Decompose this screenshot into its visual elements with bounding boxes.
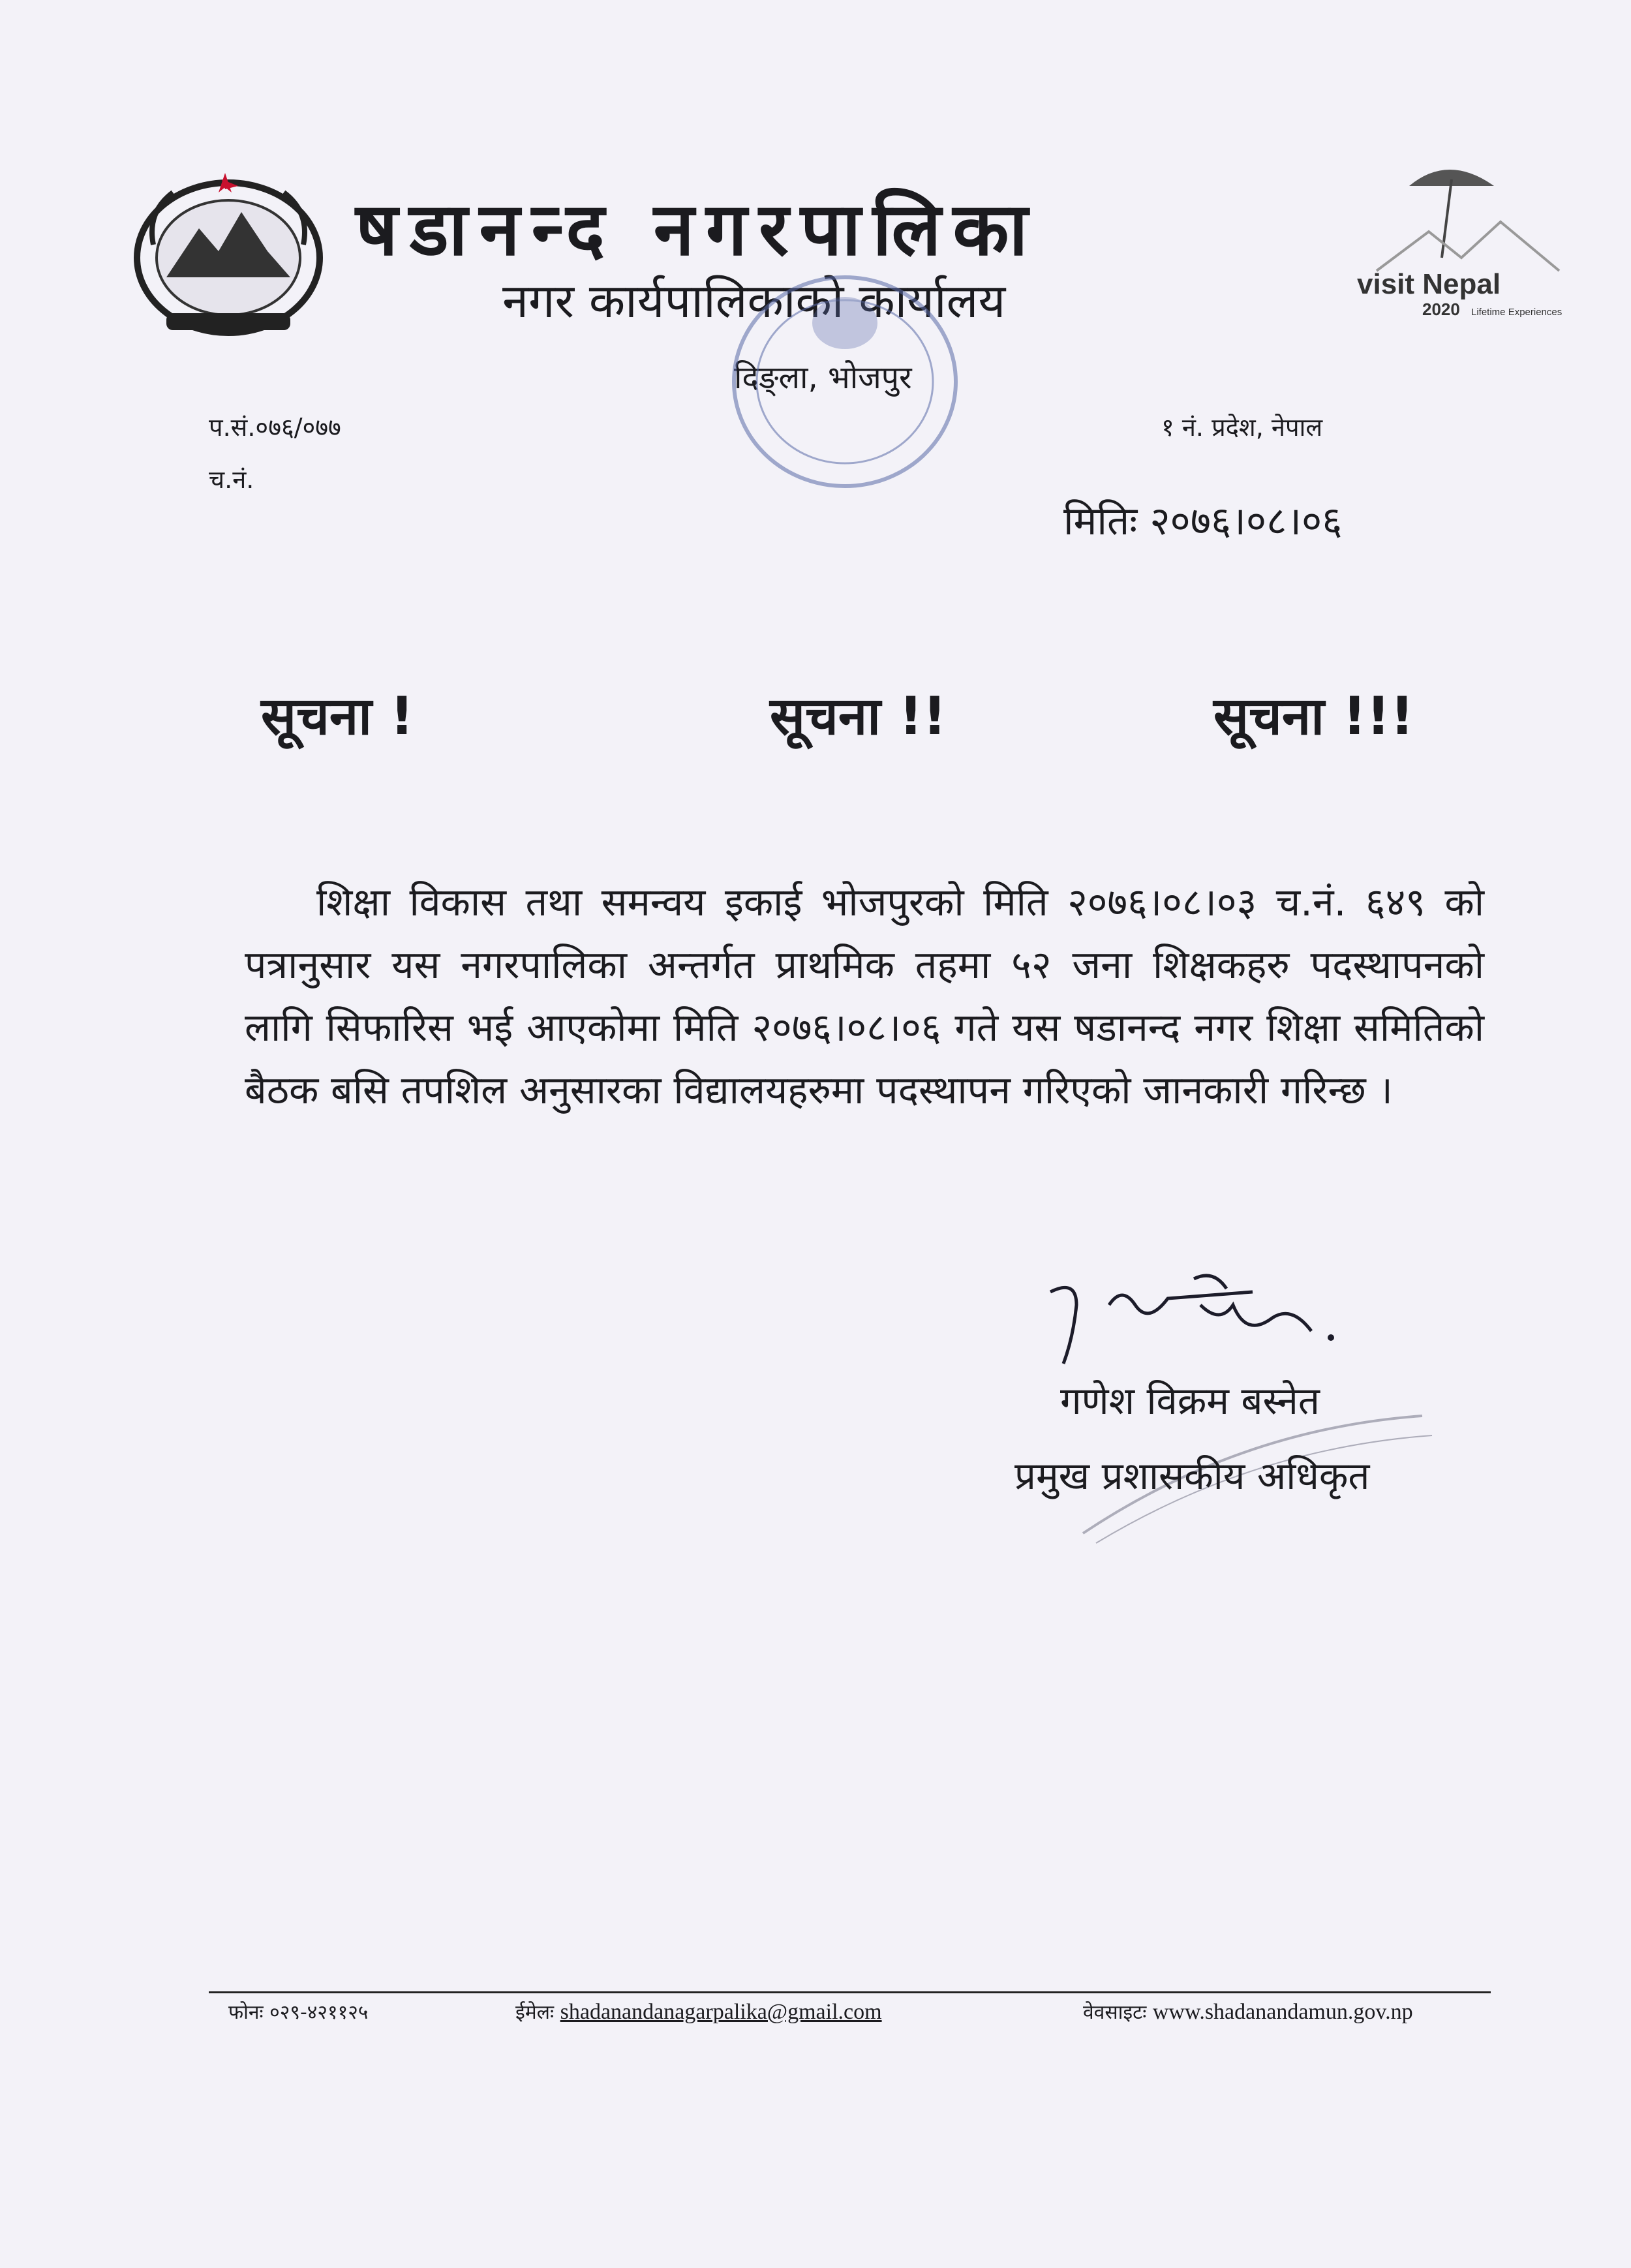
footer-website-label: वेवसाइटः — [1083, 2001, 1147, 2024]
notice-heading-1: सूचना ! — [261, 686, 414, 746]
province-label: १ नं. प्रदेश, नेपाल — [1161, 413, 1323, 442]
municipality-title: षडानन्द नगरपालिका — [356, 187, 1040, 272]
visit-logo-year: 2020 — [1422, 299, 1460, 319]
signatory-name: गणेश विक्रम बस्नेत — [1060, 1379, 1320, 1423]
visit-nepal-logo — [1350, 160, 1585, 323]
footer-website — [1083, 1998, 1413, 2025]
letter-date: मितिः २०७६।०८।०६ — [1063, 498, 1343, 544]
office-title: नगर कार्यपालिकाको कार्यालय — [502, 273, 1006, 328]
footer-phone — [228, 1998, 368, 2025]
chalani-number: च.नं. — [209, 465, 254, 494]
office-stamp-icon — [724, 264, 966, 499]
notice-body: शिक्षा विकास तथा समन्वय इकाई भोजपुरको मिति २०७६।०८।०३ च.नं. ६४९ को पत्रानुसार यस नगरपालिका अन्तर्गत प्राथमिक तहमा ५२ जना शिक्षकहरु पदस्थापनको लागि सिफारिस भई आएकोमा मिति २०७६।०८।०६ गते यस षडानन्द नगर शिक्षा समितिको बैठक बसि तपशिल अनुसारका विद्यालयहरुमा पदस्थापन गरिएको जानकारी गरिन्छ । — [245, 880, 1484, 1112]
footer-email-link[interactable]: shadanandanagarpalika@gmail.com — [560, 2000, 882, 2024]
notice-heading-3: सूचना !!! — [1213, 686, 1414, 746]
footer-phone-label: फोनः — [228, 2001, 264, 2024]
nepal-emblem-icon — [127, 166, 329, 346]
notice-heading-2: सूचना !! — [770, 686, 947, 746]
footer-phone-value: ०२९-४२११२५ — [269, 2001, 369, 2024]
reference-number: प.सं.०७६/०७७ — [209, 413, 341, 442]
footer-email — [515, 1998, 882, 2025]
signatory-title: प्रमुख प्रशासकीय अधिकृत — [1014, 1454, 1370, 1498]
office-address: दिङ्ला, भोजपुर — [734, 360, 912, 396]
signature-icon — [1037, 1266, 1377, 1370]
visit-logo-tagline: Lifetime Experiences — [1471, 307, 1562, 318]
footer-website-link[interactable]: www.shadanandamun.gov.np — [1152, 2000, 1413, 2024]
visit-logo-text: visit Nepal — [1357, 268, 1501, 300]
footer-divider — [209, 1991, 1491, 1993]
footer-email-label: ईमेलः — [515, 2001, 555, 2024]
